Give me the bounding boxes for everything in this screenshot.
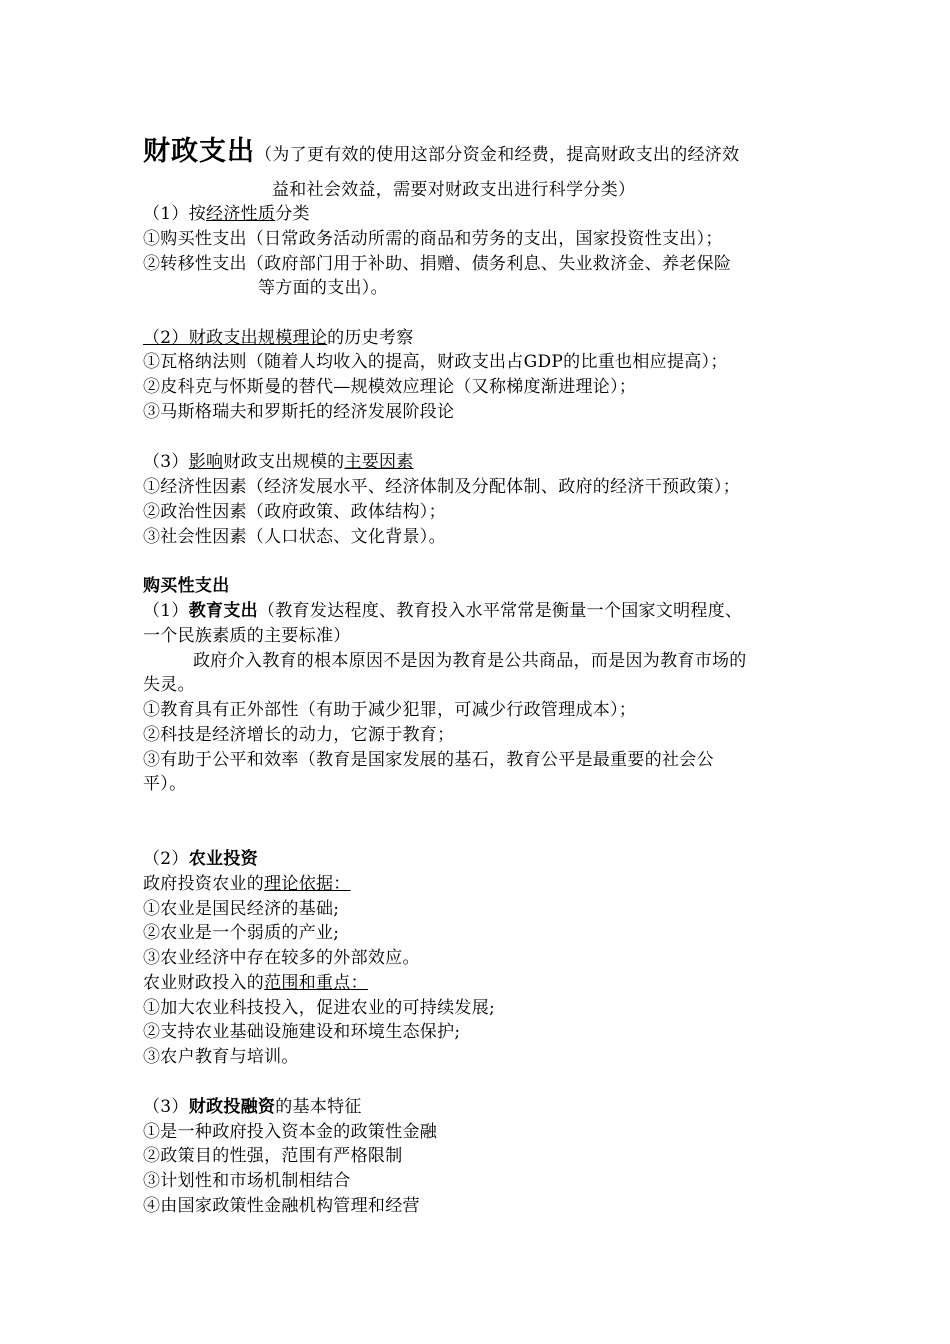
agri-basis-item: ②农业是一个弱质的产业;: [143, 923, 340, 943]
sec3-underlined-2: 主要因素: [344, 452, 414, 472]
title-line: [143, 136, 740, 167]
sec1-post: 分类: [275, 204, 310, 224]
edu-pre: （1）: [143, 601, 189, 621]
agri-scope-underlined: 范围和重点：: [264, 973, 368, 993]
sec2-item: ③马斯格瑞夫和罗斯托的经济发展阶段论: [143, 402, 455, 422]
fin-post: 的基本特征: [275, 1097, 362, 1117]
fin-pre: （3）: [143, 1097, 189, 1117]
fin-bold: 财政投融资: [188, 1097, 276, 1117]
sec1-item: ①购买性支出（日常政务活动所需的商品和劳务的支出，国家投资性支出）；: [143, 229, 723, 249]
agri-basis-item: ③农业经济中存在较多的外部效应。: [143, 948, 420, 968]
sec1-pre: （1）按: [143, 204, 207, 224]
fin-heading: [143, 1095, 362, 1119]
edu-post: （教育发达程度、教育投入水平常常是衡量一个国家文明程度、: [257, 601, 743, 621]
sec3-underlined-1: 影响: [188, 452, 224, 472]
sec2-item: ①瓦格纳法则（随着人均收入的提高，财政支出占GDP的比重也相应提高）；: [143, 352, 728, 372]
fin-item: ③计划性和市场机制相结合: [143, 1171, 351, 1191]
edu-heading: [143, 599, 742, 623]
sec2-post: 的历史考察: [327, 328, 414, 348]
sec3-mid: 财政支出规模的: [223, 452, 345, 472]
title-note-1: （为了更有效的使用这部分资金和经费，提高财政支出的经济效: [255, 145, 740, 165]
sec2-item: ②皮科克与怀斯曼的替代—规模效应理论（又称梯度渐进理论）；: [143, 377, 637, 397]
sec2-underlined: （2）财政支出规模理论: [143, 328, 328, 348]
purchase-heading: 购买性支出: [143, 576, 230, 596]
page-title: 财政支出: [143, 136, 255, 167]
agri-pre: （2）: [143, 849, 189, 869]
edu-bold: 教育支出: [188, 601, 258, 621]
agri-scope-pre: 农业财政投入的: [143, 973, 265, 993]
sec1-item: 等方面的支出）。: [258, 278, 388, 298]
agri-basis-underlined: 理论依据：: [264, 874, 351, 894]
agri-scope-item: ②支持农业基础设施建设和环境生态保护;: [143, 1022, 461, 1042]
edu-paragraph-1: 政府介入教育的根本原因不是因为教育是公共商品，而是因为教育市场的: [193, 651, 747, 671]
edu-item: ②科技是经济增长的动力，它源于教育；: [143, 725, 455, 745]
sec3-item: ②政治性因素（政府政策、政体结构）；: [143, 502, 446, 522]
edu-item: 平）。: [143, 774, 187, 794]
fin-item: ②政策目的性强，范围有严格限制: [143, 1146, 403, 1166]
edu-item: ③有助于公平和效率（教育是国家发展的基石，教育公平是最重要的社会公: [143, 750, 714, 770]
agri-basis-heading: [143, 872, 351, 896]
edu-paragraph-2: 失灵。: [143, 675, 195, 695]
fin-item: ④由国家政策性金融机构管理和经营: [143, 1196, 420, 1216]
agri-scope-item: ①加大农业科技投入，促进农业的可持续发展;: [143, 998, 496, 1018]
sec1-underlined: 经济性质: [206, 204, 276, 224]
sec3-item: ①经济性因素（经济发展水平、经济体制及分配体制、政府的经济干预政策）；: [143, 477, 740, 497]
sec3-item: ③社会性因素（人口状态、文化背景）。: [143, 527, 446, 547]
sec2-heading: [143, 326, 414, 350]
fin-item: ①是一种政府投入资本金的政策性金融: [143, 1122, 438, 1142]
sec1-item: ②转移性支出（政府部门用于补助、捐赠、债务利息、失业救济金、养老保险: [143, 254, 732, 274]
agri-basis-pre: 政府投资农业的: [143, 874, 265, 894]
edu-line-2: 一个民族素质的主要标准）: [143, 626, 351, 646]
title-note-2: 益和社会效益，需要对财政支出进行科学分类）: [272, 180, 636, 200]
sec1-heading: [143, 202, 310, 226]
agri-basis-item: ①农业是国民经济的基础;: [143, 899, 340, 919]
agri-heading: [143, 847, 258, 871]
sec3-pre: （3）: [143, 452, 189, 472]
agri-scope-heading: [143, 971, 368, 995]
edu-item: ①教育具有正外部性（有助于减少犯罪，可减少行政管理成本）；: [143, 700, 637, 720]
agri-scope-item: ③农户教育与培训。: [143, 1047, 299, 1067]
sec3-heading: [143, 450, 414, 474]
agri-bold: 农业投资: [188, 849, 258, 869]
